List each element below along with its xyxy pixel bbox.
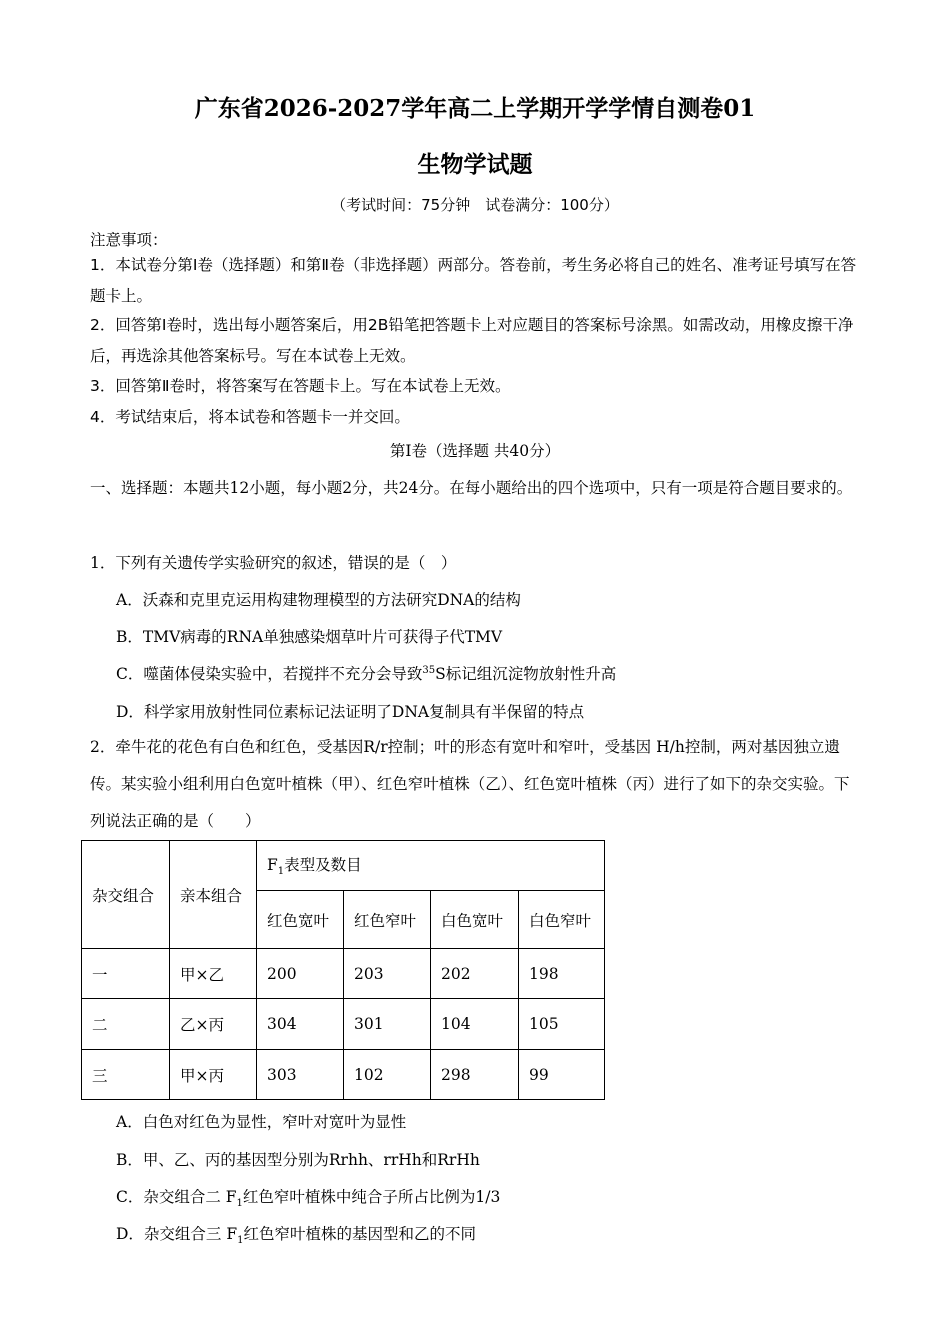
note-item-1: 1．本试卷分第Ⅰ卷（选择题）和第Ⅱ卷（非选择题）两部分。答卷前，考生务必将自己的姓名、准考证号填写在答题卡上。 — [90, 256, 857, 305]
cell-value: 298 — [431, 1050, 519, 1100]
question-1-option-b: B．TMV病毒的RNA单独感染烟草叶片可获得子代TMV — [116, 628, 503, 646]
header-phenotype-4: 白色窄叶 — [519, 891, 605, 949]
header-phenotype-1: 红色宽叶 — [257, 891, 344, 949]
cell-value: 99 — [519, 1050, 605, 1100]
cell-value: 202 — [431, 949, 519, 999]
question-2-stem: 2．牵牛花的花色有白色和红色，受基因R/r控制；叶的形态有宽叶和窄叶，受基因 H/h控制，两对基因独立遗传。某实验小组利用白色宽叶植株（甲）、红色窄叶植株（乙）、红色宽叶植株（丙）进行了如下的杂交实验。下列说法正确的是（ ） — [90, 738, 850, 830]
question-1-option-a: A．沃森和克里克运用构建物理模型的方法研究DNA的结构 — [116, 591, 521, 609]
cell-group: 三 — [82, 1050, 170, 1100]
table-row — [82, 949, 605, 999]
cell-value: 102 — [344, 1050, 431, 1100]
cell-value: 303 — [257, 1050, 344, 1100]
notes-heading: 注意事项： — [90, 231, 168, 249]
header-group: 杂交组合 — [82, 841, 170, 949]
cell-parents: 甲×乙 — [170, 949, 257, 999]
header-f1: $F_1$表型及数目 — [257, 841, 605, 891]
cell-value: 304 — [257, 999, 344, 1050]
note-item-4: 4．考试结束后，将本试卷和答题卡一并交回。 — [90, 408, 410, 426]
cell-group: 二 — [82, 999, 170, 1050]
header-phenotype-2: 红色窄叶 — [344, 891, 431, 949]
cell-parents: 甲×丙 — [170, 1050, 257, 1100]
question-1-option-c: C．噬菌体侵染实验中，若搅拌不充分会导致$^{35}$S标记组沉淀物放射性升高 — [116, 664, 617, 683]
cross-table — [81, 840, 605, 1100]
cell-value: 105 — [519, 999, 605, 1050]
section-instructions: 一、选择题：本题共12小题，每小题2分，共24分。在每小题给出的四个选项中，只有一项是符合题目要求的。 — [90, 479, 853, 497]
question-1-option-d: D．科学家用放射性同位素标记法证明了DNA复制具有半保留的特点 — [116, 703, 585, 721]
cell-group: 一 — [82, 949, 170, 999]
note-item-3: 3．回答第Ⅱ卷时，将答案写在答题卡上。写在本试卷上无效。 — [90, 377, 511, 395]
cell-value: 301 — [344, 999, 431, 1050]
header-parents: 亲本组合 — [170, 841, 257, 949]
cell-value: 203 — [344, 949, 431, 999]
question-2-option-d: D．杂交组合三 $F_1$红色窄叶植株的基因型和乙的不同 — [116, 1225, 476, 1247]
cell-value: 198 — [519, 949, 605, 999]
exam-meta: （考试时间：75分钟 试卷满分：100分） — [331, 196, 619, 214]
table-row — [82, 1050, 605, 1100]
question-1-stem: 1．下列有关遗传学实验研究的叙述，错误的是（ ） — [90, 554, 457, 572]
section-heading: 第Ⅰ卷（选择题 共40分） — [389, 442, 561, 460]
cell-value: 200 — [257, 949, 344, 999]
note-item-2: 2．回答第Ⅰ卷时，选出每小题答案后，用2B铅笔把答题卡上对应题目的答案标号涂黑。如需改动，用橡皮擦干净后，再选涂其他答案标号。写在本试卷上无效。 — [90, 316, 854, 365]
exam-title: 广东省2026-2027学年高二上学期开学学情自测卷01 — [194, 95, 756, 122]
cell-value: 104 — [431, 999, 519, 1050]
table-row — [82, 999, 605, 1050]
exam-subtitle: 生物学试题 — [417, 151, 533, 178]
header-phenotype-3: 白色宽叶 — [431, 891, 519, 949]
question-2-option-a: A．白色对红色为显性，窄叶对宽叶为显性 — [116, 1113, 407, 1131]
cell-parents: 乙×丙 — [170, 999, 257, 1050]
question-2-option-b: B．甲、乙、丙的基因型分别为Rrhh、rrHh和RrHh — [116, 1151, 480, 1169]
question-2-option-c: C．杂交组合二 $F_1$红色窄叶植株中纯合子所占比例为1/3 — [116, 1188, 501, 1210]
